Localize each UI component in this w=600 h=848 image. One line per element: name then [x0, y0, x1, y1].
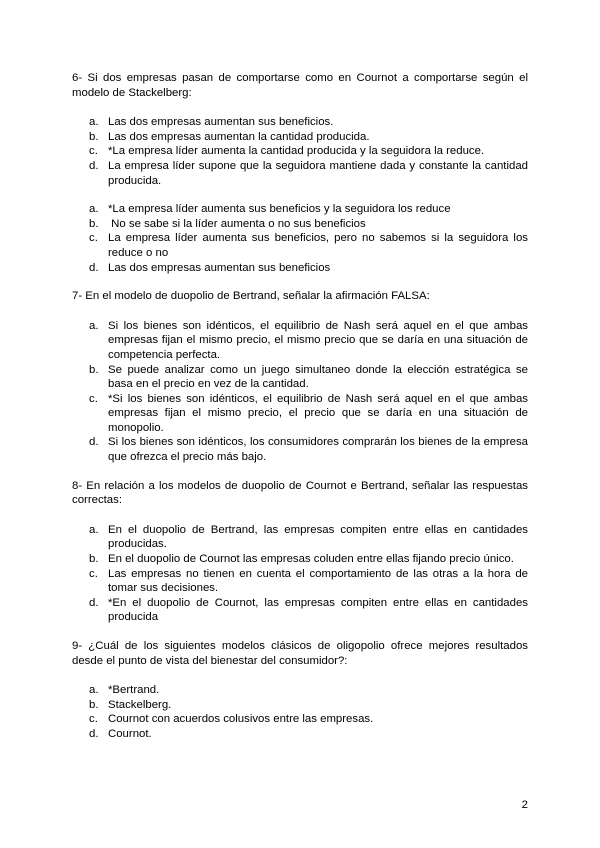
list-item — [72, 115, 528, 130]
option-text: *La empresa líder aumenta sus beneficios y la seguidora los reduce — [108, 203, 451, 216]
question-text: 8- En relación a los modelos de duopolio de Cournot e Bertrand, señalar las respuestas correctas: — [72, 479, 528, 507]
option-text: Stackelberg. — [108, 698, 172, 711]
question-text: 6- Si dos empresas pasan de comportarse como en Cournot a comportarse según el modelo de Stackelberg: — [72, 72, 528, 99]
option-marker: a. — [89, 319, 99, 332]
option-marker: c. — [89, 232, 98, 245]
option-marker: d. — [89, 261, 99, 274]
list-item — [72, 392, 528, 436]
option-text: Las empresas no tienen en cuenta el comportamiento de las otras a la hora de tomar sus decisiones. — [108, 567, 528, 595]
option-text: *Si los bienes son idénticos, el equilibrio de Nash será aquel en el que ambas empresas fijan el mismo precio, el precio que se daría en una situación de monopolio. — [108, 392, 528, 434]
question-text: 9- ¿Cuál de los siguientes modelos clásicos de oligopolio ofrece mejores resultados desde el punto de vista del bienestar del consumidor?: — [72, 640, 528, 667]
question-7 — [72, 289, 528, 465]
option-text: En el duopolio de Cournot las empresas coluden entre ellas fijando precio único. — [108, 553, 514, 566]
list-item — [72, 683, 528, 698]
list-item — [72, 698, 528, 713]
option-text: Se puede analizar como un juego simultaneo donde la elección estratégica se basa en el precio en vez de la cantidad. — [108, 363, 528, 391]
option-text: *En el duopolio de Cournot, las empresas compiten entre ellas en cantidades producida — [108, 596, 528, 624]
option-marker: c. — [89, 713, 98, 726]
option-text: No se sabe si la líder aumenta o no sus beneficios — [108, 217, 366, 230]
option-marker: a. — [89, 116, 99, 129]
list-item — [72, 144, 528, 159]
list-item — [72, 231, 528, 260]
option-marker: d. — [89, 727, 99, 740]
option-marker: b. — [89, 217, 99, 230]
option-text: Cournot con acuerdos colusivos entre las empresas. — [108, 713, 374, 726]
list-item — [72, 727, 528, 742]
question-text: 7- En el modelo de duopolio de Bertrand, señalar la afirmación FALSA: — [72, 290, 430, 303]
option-marker: c. — [89, 145, 98, 158]
option-list — [72, 683, 528, 741]
page-number: 2 — [521, 799, 528, 811]
list-item — [72, 261, 528, 276]
list-item — [72, 363, 528, 392]
list-item — [72, 596, 528, 625]
option-text: Las dos empresas aumentan sus beneficios — [108, 261, 331, 274]
question-9 — [72, 639, 528, 742]
option-text: La empresa líder supone que la seguidora mantiene dada y constante la cantidad producida. — [108, 159, 528, 187]
option-marker: d. — [89, 436, 99, 449]
option-marker: c. — [89, 392, 98, 405]
question-8 — [72, 479, 528, 625]
question-6 — [72, 71, 528, 275]
option-marker: a. — [89, 684, 99, 697]
option-text: Las dos empresas aumentan la cantidad producida. — [108, 130, 370, 143]
option-marker: d. — [89, 159, 99, 172]
option-list — [72, 523, 528, 625]
option-list — [72, 202, 528, 275]
option-marker: b. — [89, 698, 99, 711]
list-item — [72, 159, 528, 188]
list-item — [72, 319, 528, 363]
list-item — [72, 130, 528, 145]
option-list — [72, 115, 528, 188]
option-text: Si los bienes son idénticos, el equilibrio de Nash será aquel en el que ambas empresas fijan el mismo precio, el mismo precio que se daría en una situación de competencia perfecta. — [108, 319, 528, 361]
option-marker: b. — [89, 553, 99, 566]
option-marker: a. — [89, 523, 99, 536]
option-text: *La empresa líder aumenta la cantidad producida y la seguidora la reduce. — [108, 145, 485, 158]
option-text: La empresa líder aumenta sus beneficios, pero no sabemos si la seguidora los reduce o no — [108, 232, 528, 259]
list-item — [72, 712, 528, 727]
option-marker: b. — [89, 130, 99, 143]
list-item — [72, 523, 528, 552]
option-marker: c. — [89, 567, 98, 580]
option-marker: d. — [89, 596, 99, 609]
option-text: *Bertrand. — [108, 684, 160, 697]
option-text: Si los bienes son idénticos, los consumidores comprarán los bienes de la empresa que ofrezca el precio más bajo. — [108, 436, 528, 464]
option-text: Las dos empresas aumentan sus beneficios. — [108, 116, 334, 129]
option-list — [72, 319, 528, 465]
list-item — [72, 202, 528, 217]
list-item — [72, 435, 528, 464]
list-item — [72, 552, 528, 567]
option-text: Cournot. — [108, 727, 152, 740]
option-marker: b. — [89, 363, 99, 376]
list-item — [72, 217, 528, 232]
option-marker: a. — [89, 203, 99, 216]
list-item — [72, 567, 528, 596]
option-text: En el duopolio de Bertrand, las empresas compiten entre ellas en cantidades producidas. — [108, 523, 528, 551]
document-body — [72, 71, 528, 742]
